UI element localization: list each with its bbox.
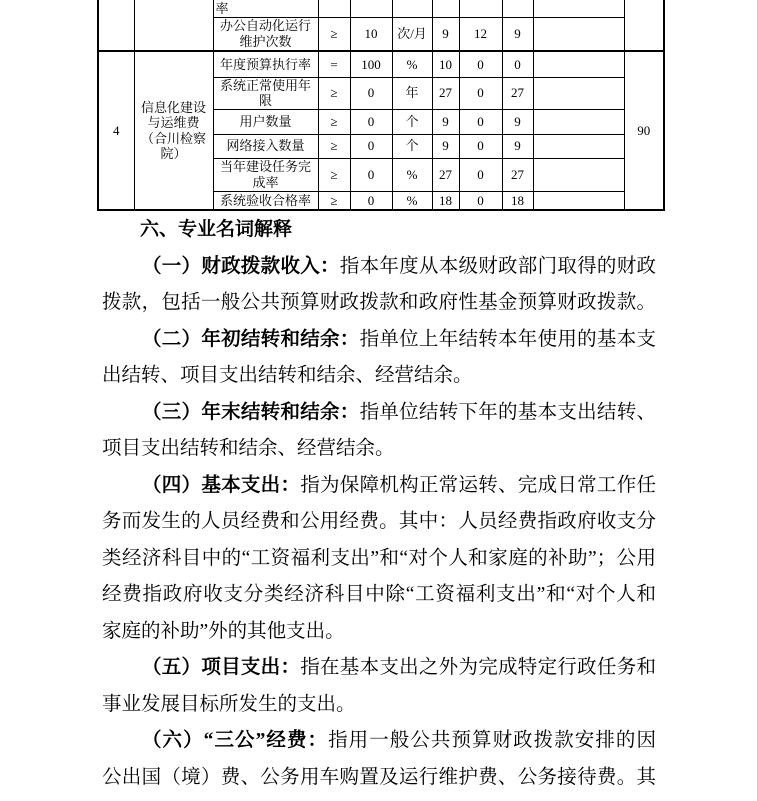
operator-cell: =	[318, 51, 350, 77]
operator-cell: ≥	[318, 158, 350, 191]
operator-cell: ≥	[318, 17, 350, 51]
term-definition: 公出国（境）费、公务用车购置及运行维护费、公务接待费。其	[102, 766, 656, 788]
note-cell	[533, 17, 624, 51]
term-definition: 务而发生的人员经费和公用经费。其中：人员经费指政府收支分	[102, 511, 656, 532]
text-line	[102, 614, 656, 651]
term-definition: 类经济科目中的“工资福利支出”和“对个人和家庭的补助”；公用	[102, 547, 656, 569]
operator-cell	[318, 0, 350, 17]
score-cell	[624, 0, 664, 51]
term-definition: 出结转、项目支出结转和结余、经营结余。	[102, 365, 473, 386]
text-line	[102, 577, 656, 614]
value-cell: 12	[459, 17, 502, 51]
paragraph-fiscal-appropriation-income	[102, 249, 656, 322]
text-line	[102, 687, 656, 724]
project-name-cell: 信息化建设与运维费（合川检察院）	[134, 51, 213, 210]
value-cell: 9	[432, 134, 459, 158]
value-cell: 27	[502, 77, 533, 109]
operator-cell: ≥	[318, 134, 350, 158]
text-line	[102, 650, 656, 687]
note-cell	[533, 0, 624, 17]
unit-cell: 次/月	[392, 17, 432, 51]
unit-cell: %	[392, 51, 432, 77]
row-id-cell: 4	[98, 51, 134, 210]
value-cell: 18	[432, 191, 459, 210]
term-definition: 经费指政府收支分类经济科目中除“工资福利支出”和“对个人和	[102, 584, 656, 605]
note-cell	[533, 191, 624, 210]
indicator-cell: 系统验收合格率	[213, 191, 318, 210]
value-cell: 0	[459, 158, 502, 191]
operator-cell: ≥	[318, 77, 350, 109]
term-lead: （一）财政拨款收入：	[142, 255, 340, 277]
value-cell	[459, 0, 502, 17]
unit-cell	[392, 0, 432, 17]
text-line	[102, 395, 656, 432]
value-cell: 0	[459, 191, 502, 210]
value-cell: 18	[502, 191, 533, 210]
term-lead: （二）年初结转和结余：	[142, 328, 360, 350]
paragraph-beginning-year-carryover	[102, 322, 656, 395]
value-cell: 27	[502, 158, 533, 191]
value-cell: 0	[459, 109, 502, 134]
table-row	[98, 51, 664, 77]
paragraph-project-expenditure	[102, 650, 656, 723]
indicator-cell: 办公自动化运行维护次数	[213, 17, 318, 51]
value-cell: 0	[459, 77, 502, 109]
text-line	[102, 723, 656, 760]
indicator-cell: 率	[213, 0, 318, 17]
value-cell: 0	[459, 134, 502, 158]
term-lead: （三）年末结转和结余：	[142, 401, 360, 423]
text-line	[102, 358, 656, 395]
operator-cell: ≥	[318, 191, 350, 210]
target-value-cell: 0	[350, 77, 392, 109]
section-heading: 六、专业名词解释	[140, 219, 293, 240]
target-value-cell: 10	[350, 17, 392, 51]
operator-cell: ≥	[318, 109, 350, 134]
indicator-cell: 网络接入数量	[213, 134, 318, 158]
term-definition: 事业发展目标所发生的支出。	[102, 693, 356, 715]
value-cell: 9	[502, 109, 533, 134]
text-line	[102, 541, 656, 578]
term-definition: 指单位上年结转本年使用的基本支	[359, 328, 656, 350]
note-cell	[533, 158, 624, 191]
term-definition: 拨款，包括一般公共预算财政拨款和政府性基金预算财政拨款。	[102, 292, 656, 313]
term-definition: 指本年度从本级财政部门取得的财政	[339, 255, 656, 277]
unit-cell: %	[392, 158, 432, 191]
term-definition: 指在基本支出之外为完成特定行政任务和	[300, 657, 656, 678]
value-cell: 0	[459, 51, 502, 77]
text-line	[102, 285, 656, 322]
note-cell	[533, 77, 624, 109]
value-cell: 27	[432, 158, 459, 191]
value-cell	[502, 0, 533, 17]
term-definition: 指单位结转下年的基本支出结转、	[359, 401, 656, 423]
note-cell	[533, 51, 624, 77]
term-lead: （六）“三公”经费：	[142, 730, 329, 751]
paragraph-year-end-carryover	[102, 395, 656, 468]
table-row	[98, 0, 664, 17]
value-cell: 9	[502, 17, 533, 51]
glossary-section	[102, 212, 656, 796]
indicator-cell: 当年建设任务完成率	[213, 158, 318, 191]
row-id-cell	[98, 0, 134, 51]
unit-cell: %	[392, 191, 432, 210]
note-cell	[533, 134, 624, 158]
text-line	[102, 468, 656, 505]
performance-indicator-table	[97, 0, 665, 211]
value-cell: 9	[432, 17, 459, 51]
unit-cell: 年	[392, 77, 432, 109]
term-lead: （五）项目支出：	[142, 657, 301, 678]
target-value-cell: 0	[350, 191, 392, 210]
target-value-cell: 0	[350, 134, 392, 158]
term-definition: 家庭的补助”外的其他支出。	[102, 620, 345, 642]
value-cell: 27	[432, 77, 459, 109]
target-value-cell	[350, 0, 392, 17]
target-value-cell: 0	[350, 109, 392, 134]
unit-cell: 个	[392, 134, 432, 158]
indicator-cell: 年度预算执行率	[213, 51, 318, 77]
indicator-cell: 用户数量	[213, 109, 318, 134]
text-line	[102, 760, 656, 797]
text-line	[102, 249, 656, 286]
text-line	[102, 431, 656, 468]
unit-cell: 个	[392, 109, 432, 134]
term-definition: 指为保障机构正常运转、完成日常工作任	[300, 474, 656, 496]
target-value-cell: 100	[350, 51, 392, 77]
term-definition: 指用一般公共预算财政拨款安排的因	[328, 730, 656, 751]
target-value-cell: 0	[350, 158, 392, 191]
paragraph-three-public-funds	[102, 723, 656, 796]
value-cell	[432, 0, 459, 17]
project-name-cell	[134, 0, 213, 51]
note-cell	[533, 109, 624, 134]
indicator-cell: 系统正常使用年限	[213, 77, 318, 109]
text-line	[102, 504, 656, 541]
term-definition: 项目支出结转和结余、经营结余。	[102, 438, 395, 459]
value-cell: 9	[432, 109, 459, 134]
term-lead: （四）基本支出：	[142, 474, 301, 496]
text-line	[102, 322, 656, 359]
value-cell: 9	[502, 134, 533, 158]
paragraph-basic-expenditure	[102, 468, 656, 651]
value-cell: 0	[502, 51, 533, 77]
score-cell: 90	[624, 51, 664, 210]
value-cell: 10	[432, 51, 459, 77]
